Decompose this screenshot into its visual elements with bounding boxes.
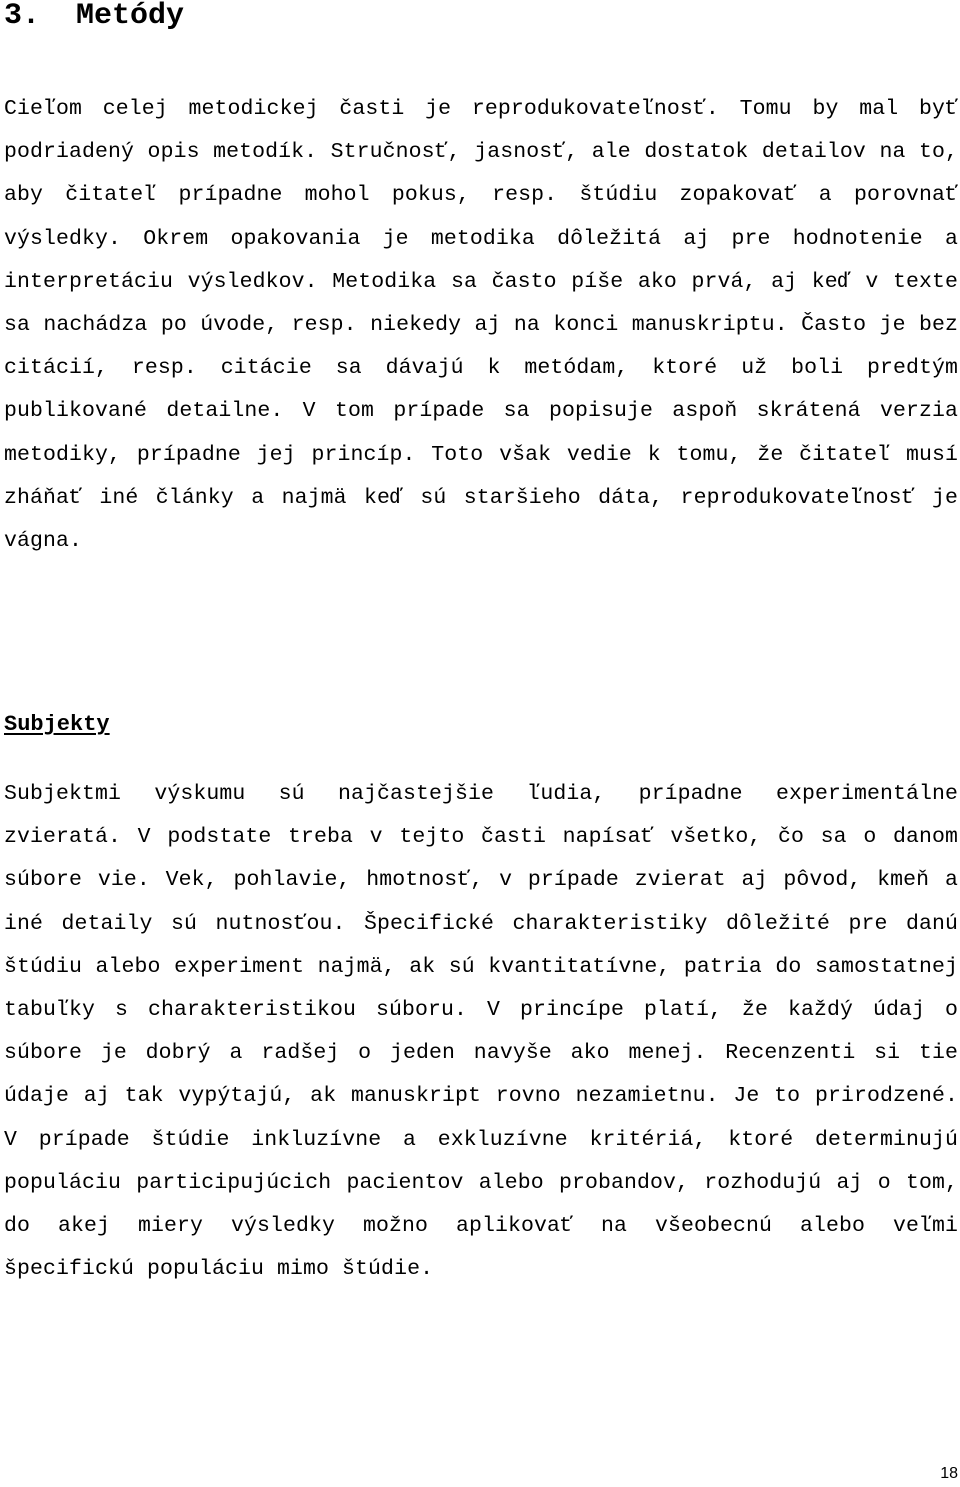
chapter-number: 3. (4, 0, 41, 33)
subjects-paragraph: Subjektmi výskumu sú najčastejšie ľudia, prípadne experimentálne zvieratá. V podstate treba v tejto časti napísať všetko, čo sa o danom súbore vie. Vek, pohlavie, hmotnosť, v prípade zvierat aj pôvod, kmeň a iné detaily sú nutnosťou. Špecifické charakteristiky dôležité pre danú štúdiu alebo experiment najmä, ak sú kvantitatívne, patria do samostatnej tabuľky s charakteristikou súboru. V princípe platí, že každý údaj o súbore je dobrý a radšej o jeden navyše ako menej. Recenzenti si tie údaje aj tak vypýtajú, ak manuskript rovno nezamietnu. Je to prirodzené. V prípade štúdie inkluzívne a exkluzívne kritériá, ktoré determinujú populáciu participujúcich pacientov alebo probandov, rozhodujú aj o tom, do akej miery výsledky možno aplikovať na všeobecnú alebo veľmi špecifickú populáciu mimo štúdie. (4, 782, 958, 1282)
chapter-heading (4, 0, 184, 36)
page-number: 18 (940, 1465, 958, 1482)
intro-paragraph: Cieľom celej metodickej časti je reprodukovateľnosť. Tomu by mal byť podriadený opis metodík. Stručnosť, jasnosť, ale dostatok detailov na to, aby čitateľ prípadne mohol pokus, resp. štúdiu zopakovať a porovnať výsledky. Okrem opakovania je metodika dôležitá aj pre hodnotenie a interpretáciu výsledkov. Metodika sa často píše ako prvá, aj keď v texte sa nachádza po úvode, resp. niekedy aj na konci manuskriptu. Často je bez citácií, resp. citácie sa dávajú k metódam, ktoré už boli predtým publikované detailne. V tom prípade sa popisuje aspoň skrátená verzia metodiky, prípadne jej princíp. Toto však vedie k tomu, že čitateľ musí zháňať iné články a najmä keď sú staršieho dáta, reprodukovateľnosť je vágna. (4, 97, 958, 554)
chapter-title: Metódy (76, 0, 185, 33)
section-heading-subjects: Subjekty (4, 712, 110, 737)
